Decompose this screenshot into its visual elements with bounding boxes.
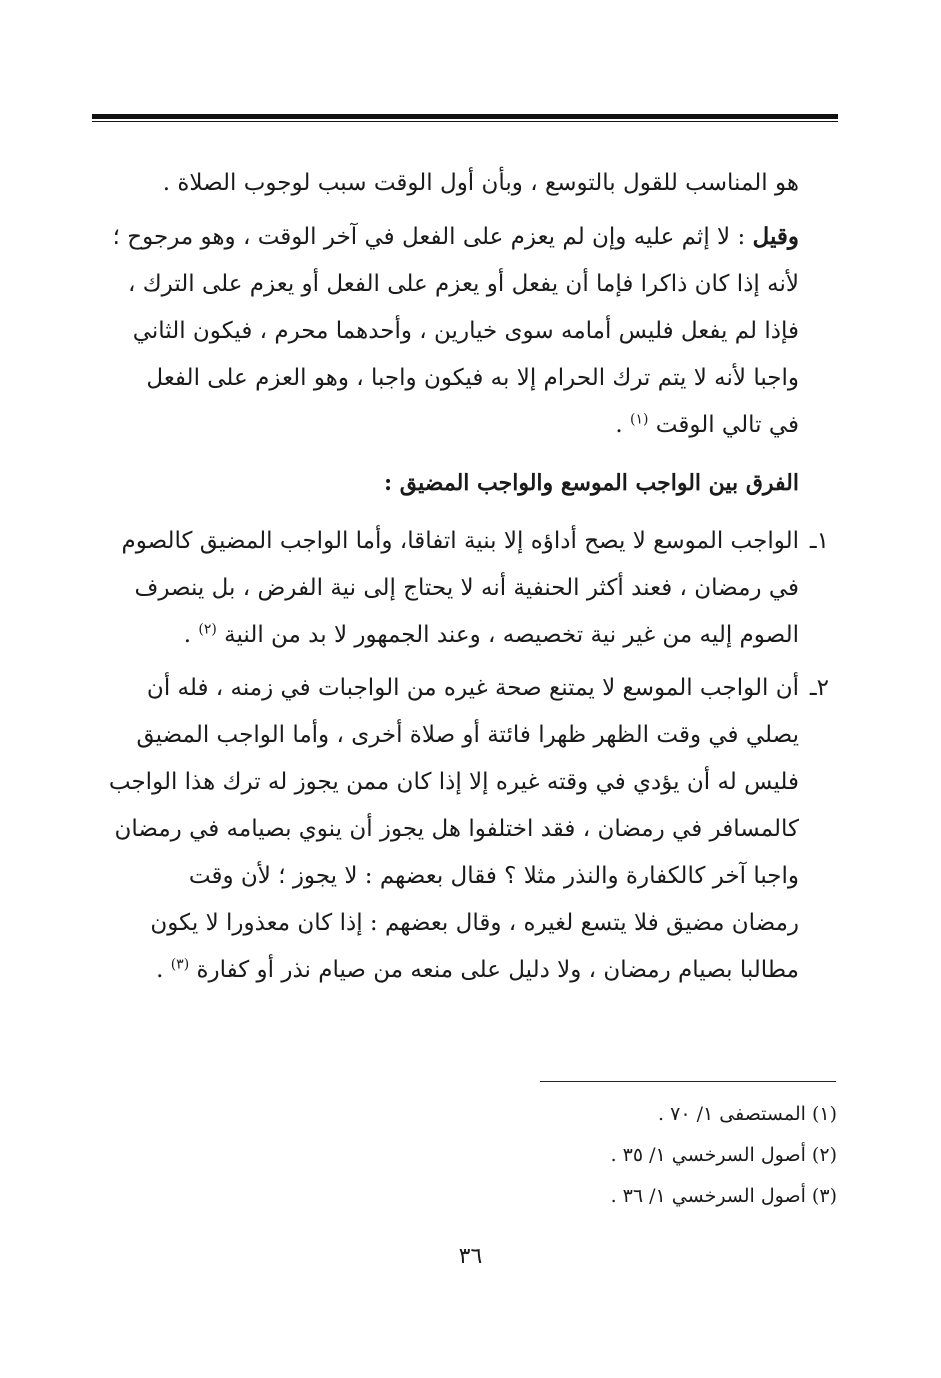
text-line: في رمضان ، فعند أكثر الحنفية أنه لا يحتاج إلى نية الفرض ، بل ينصرف bbox=[134, 575, 799, 601]
text-line: أن الواجب الموسع لا يمتنع صحة غيره من الواجبات في زمنه ، فله أن bbox=[146, 675, 799, 701]
footnote-marker[interactable]: (١) bbox=[629, 411, 649, 428]
text-line: وقيل : لا إثم عليه وإن لم يعزم على الفعل في آخر الوقت ، وهو مرجوح ؛ bbox=[112, 223, 799, 250]
header-rule-thick bbox=[92, 114, 838, 119]
numbered-list bbox=[96, 518, 829, 1000]
intro-paragraph bbox=[96, 160, 799, 207]
text-line: رمضان مضيق فلا يتسع لغيره ، وقال بعضهم : إذا كان معذورا لا يكون bbox=[150, 910, 799, 936]
footnote-marker[interactable]: (٢) bbox=[198, 621, 217, 638]
list-item bbox=[96, 518, 829, 659]
text-line: فليس له أن يؤدي في وقته غيره إلا إذا كان ممن يجوز له ترك هذا الواجب bbox=[108, 769, 799, 795]
section-heading: الفرق بين الواجب الموسع والواجب المضيق : bbox=[384, 470, 799, 496]
footnote: (٢) أصول السرخسي ١/ ٣٥ . bbox=[610, 1144, 837, 1166]
footnote-marker[interactable]: (٣) bbox=[170, 956, 190, 973]
item-number: ٢ـ bbox=[809, 675, 829, 701]
text-line: مطالبا بصيام رمضان ، ولا دليل على منعه من صيام نذر أو كفارة $^{(٣)}$ . bbox=[156, 956, 799, 983]
text-line: الصوم إليه من غير نية تخصيصه ، وعند الجمهور لا بد من النية $^{(٢)}$ . bbox=[183, 621, 799, 648]
item-number: ١ـ bbox=[809, 528, 829, 554]
text-line: واجبا لأنه لا يتم ترك الحرام إلا به فيكون واجبا ، وهو العزم على الفعل bbox=[146, 365, 799, 391]
text-line: هو المناسب للقول بالتوسع ، وبأن أول الوقت سبب لوجوب الصلاة . bbox=[162, 170, 799, 196]
footnote: (٣) أصول السرخسي ١/ ٣٦ . bbox=[610, 1185, 837, 1207]
main-text bbox=[96, 160, 799, 455]
footnotes bbox=[611, 1094, 837, 1217]
second-paragraph bbox=[96, 213, 799, 449]
text-line: واجبا آخر كالكفارة والنذر مثلا ؟ فقال بعضهم : لا يجوز ؛ لأن وقت bbox=[188, 863, 799, 889]
header-rule-thin bbox=[92, 121, 838, 122]
list-item bbox=[96, 665, 829, 994]
text-line: الواجب الموسع لا يصح أداؤه إلا بنية اتفاقا، وأما الواجب المضيق كالصوم bbox=[121, 528, 799, 554]
lead-word: وقيل bbox=[752, 223, 799, 250]
page-number: ٣٦ bbox=[458, 1244, 483, 1269]
footnote-separator bbox=[540, 1081, 836, 1082]
text-line: في تالي الوقت $^{(١)}$ . bbox=[615, 411, 799, 438]
text-line: يصلي في وقت الظهر ظهرا فائتة أو صلاة أخرى ، وأما الواجب المضيق bbox=[136, 722, 799, 748]
text-line: لأنه إذا كان ذاكرا فإما أن يفعل أو يعزم على الفعل أو يعزم على الترك ، bbox=[127, 271, 799, 297]
text-line: فإذا لم يفعل فليس أمامه سوى خيارين ، وأحدهما محرم ، فيكون الثاني bbox=[132, 318, 799, 344]
footnote: (١) المستصفى ١/ ٧٠ . bbox=[658, 1103, 837, 1125]
text-line: كالمسافر في رمضان ، فقد اختلفوا هل يجوز أن ينوي بصيامه في رمضان bbox=[114, 816, 799, 842]
